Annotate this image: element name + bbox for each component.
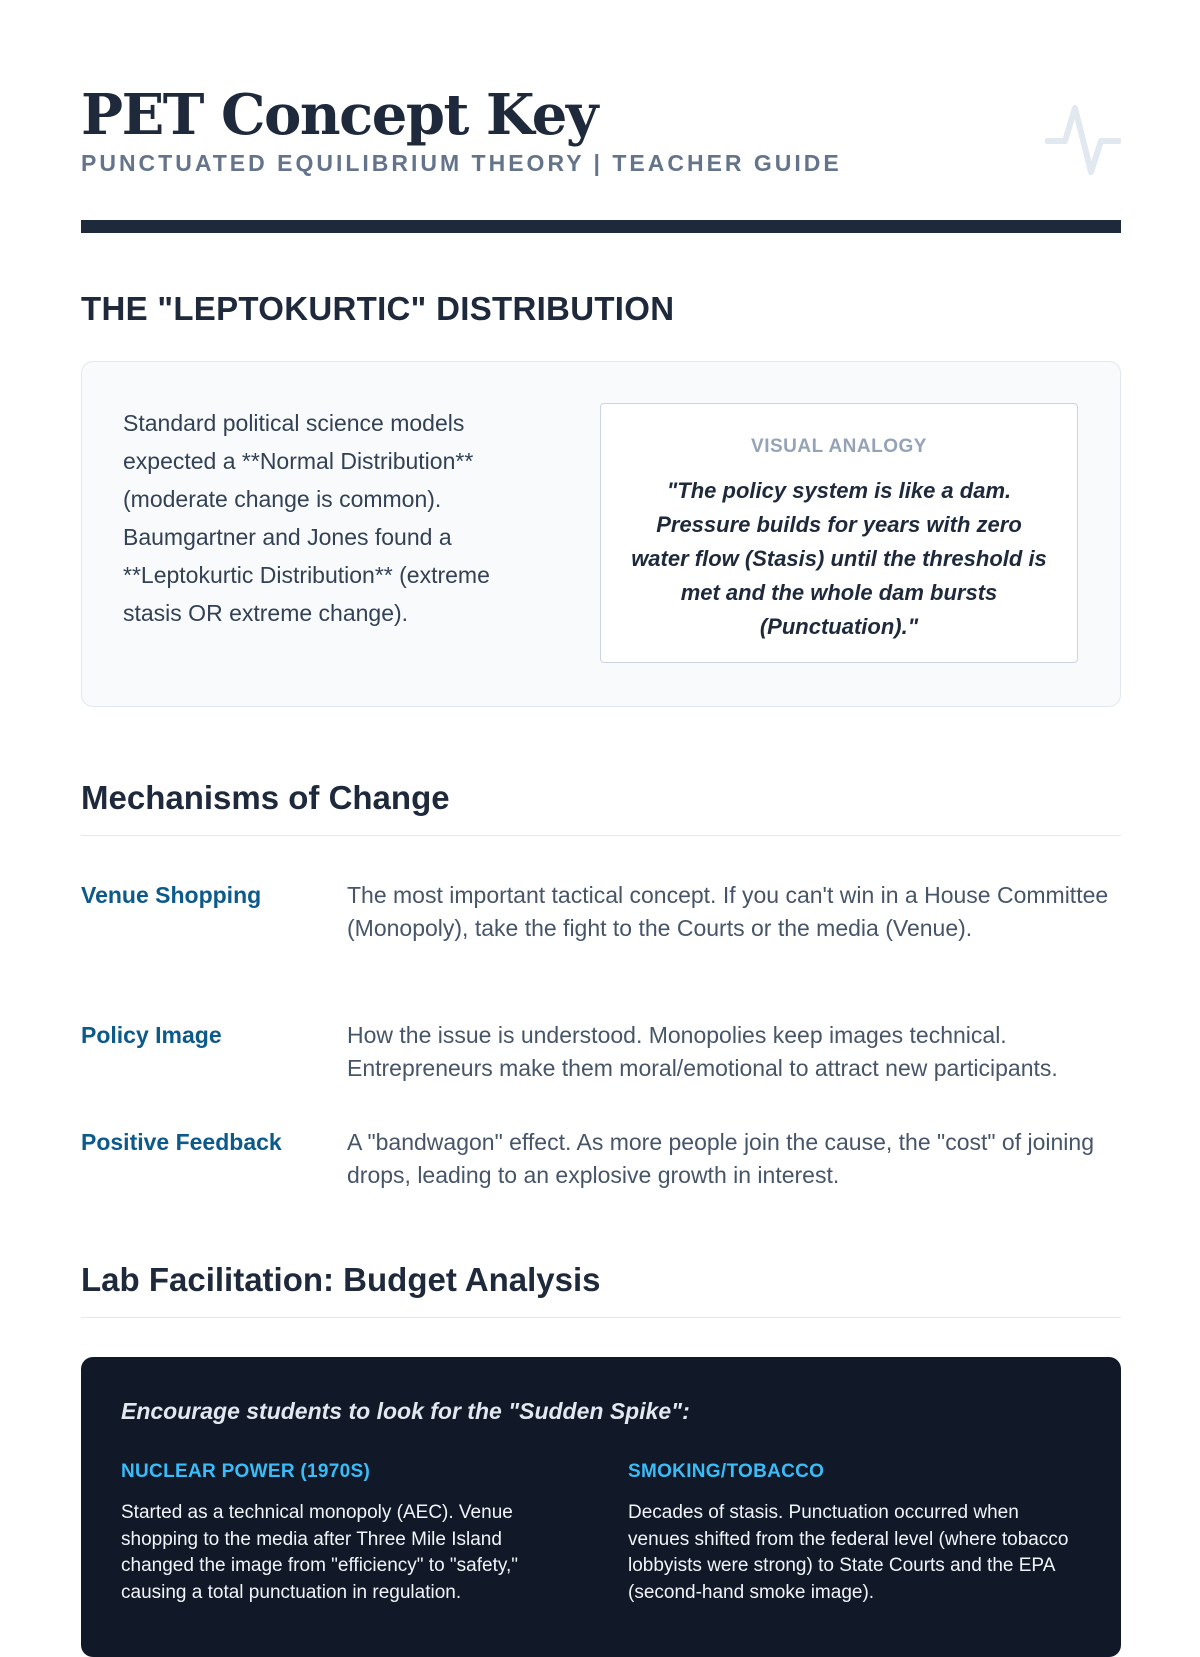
mechanism-term: Policy Image: [81, 1022, 222, 1048]
mechanisms-divider: [81, 835, 1121, 836]
mechanism-term: Positive Feedback: [81, 1129, 282, 1155]
page-subtitle: PUNCTUATED EQUILIBRIUM THEORY | TEACHER GUIDE: [81, 150, 842, 176]
leptokurtic-body: Standard political science models expected a **Normal Distribution** (moderate change is common). Baumgartner and Jones found a **Leptokurtic Distribution** (extreme stasis OR extreme change).: [123, 410, 490, 626]
lab-intro: Encourage students to look for the "Sudden Spike":: [121, 1398, 690, 1424]
pulse-icon: [1045, 102, 1121, 178]
analogy-label: VISUAL ANALOGY: [751, 436, 927, 457]
lab-divider: [81, 1317, 1121, 1318]
lab-heading: Lab Facilitation: Budget Analysis: [81, 1261, 601, 1298]
lab-panel: [81, 1357, 1121, 1657]
page-title: PET Concept Key: [81, 82, 597, 148]
page-header: [81, 0, 1121, 236]
leptokurtic-panel: [81, 361, 1121, 707]
mechanism-definition: A "bandwagon" effect. As more people join the cause, the "cost" of joining drops, leading to an explosive growth in interest.: [347, 1129, 1094, 1188]
page: [81, 0, 1121, 1603]
case-body: Decades of stasis. Punctuation occurred when venues shifted from the federal level (where tobacco lobbyists were strong) to State Courts and the EPA (second-hand smoke image).: [628, 1502, 1069, 1603]
case-study: [121, 1460, 573, 1606]
mechanisms-heading: Mechanisms of Change: [81, 779, 450, 816]
leptokurtic-heading: THE "LEPTOKURTIC" DISTRIBUTION: [81, 290, 675, 327]
mechanism-definition: How the issue is understood. Monopolies keep images technical. Entrepreneurs make them moral/emotional to attract new participants.: [347, 1022, 1058, 1081]
analogy-card: [600, 403, 1078, 663]
case-body: Started as a technical monopoly (AEC). Venue shopping to the media after Three Mile Island changed the image from "efficiency" to "safety," causing a total punctuation in regulation.: [121, 1502, 518, 1603]
case-title: NUCLEAR POWER (1970S): [121, 1461, 371, 1482]
case-study: [628, 1460, 1080, 1606]
header-divider: [81, 220, 1121, 233]
mechanism-definition: The most important tactical concept. If you can't win in a House Committee (Monopoly), take the fight to the Courts or the media (Venue).: [347, 882, 1109, 941]
mechanism-term: Venue Shopping: [81, 882, 262, 908]
analogy-quote: "The policy system is like a dam. Pressure builds for years with zero water flow (Stasis) until the threshold is met and the whole dam bursts (Punctuation).": [631, 478, 1047, 639]
case-title: SMOKING/TOBACCO: [628, 1461, 825, 1482]
